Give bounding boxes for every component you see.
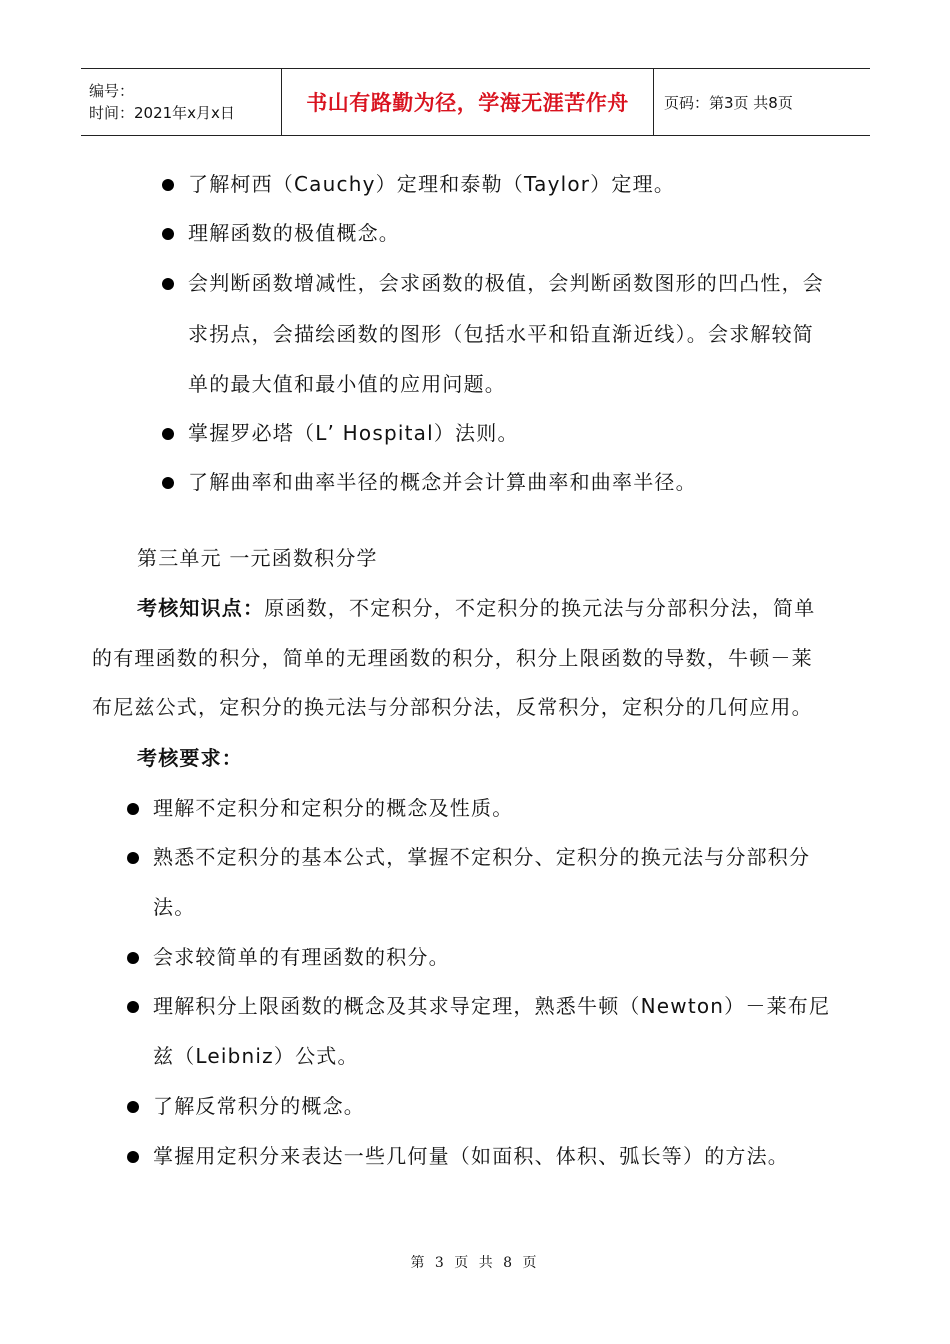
knowledge-text: 原函数，不定积分，不定积分的换元法与分部积分法，简单	[264, 596, 816, 620]
bullet-dot	[127, 1001, 139, 1013]
list-item: 了解柯西（Cauchy）定理和泰勒（Taylor）定理。	[188, 172, 676, 196]
header-page-cell	[654, 69, 870, 135]
motto-text: 书山有路勤为径，学海无涯苦作舟	[306, 91, 629, 115]
list-item: 理解函数的极值概念。	[188, 221, 400, 245]
list-item: 理解不定积分和定积分的概念及性质。	[153, 796, 514, 820]
header-meta-cell	[81, 69, 282, 135]
knowledge-label: 考核知识点：	[137, 596, 265, 620]
list-item: 熟悉不定积分的基本公式，掌握不定积分、定积分的换元法与分部积分	[153, 845, 811, 869]
number-label: 编号：	[89, 82, 135, 100]
bullet-dot	[127, 852, 139, 864]
list-item: 掌握罗必塔（L’ Hospital）法则。	[188, 421, 519, 445]
bullet-dot	[162, 428, 174, 440]
knowledge-paragraph-line: 布尼兹公式，定积分的换元法与分部积分法，反常积分，定积分的几何应用。	[92, 695, 813, 719]
list-item: 了解反常积分的概念。	[153, 1094, 365, 1118]
list-item: 理解积分上限函数的概念及其求导定理，熟悉牛顿（Newton）－莱布尼	[153, 994, 831, 1018]
section-title: 第三单元 一元函数积分学	[137, 546, 378, 570]
knowledge-paragraph-line	[137, 594, 815, 622]
list-item: 会判断函数增减性，会求函数的极值，会判断函数图形的凹凸性，会	[188, 271, 824, 295]
list-item-continuation: 单的最大值和最小值的应用问题。	[188, 372, 506, 396]
header-motto-cell	[282, 69, 654, 135]
bullet-dot	[127, 1151, 139, 1163]
time-label: 时间：2021年x月x日	[89, 104, 235, 122]
bullet-dot	[162, 179, 174, 191]
bullet-dot	[162, 477, 174, 489]
list-item: 会求较简单的有理函数的积分。	[153, 945, 450, 969]
bullet-dot	[162, 228, 174, 240]
knowledge-paragraph-line: 的有理函数的积分，简单的无理函数的积分，积分上限函数的导数，牛顿－莱	[92, 646, 813, 670]
bullet-dot	[162, 278, 174, 290]
page-footer: 第 3 页 共 8 页	[410, 1255, 540, 1271]
list-item-continuation: 法。	[153, 895, 196, 919]
document-header	[81, 68, 870, 136]
list-item: 掌握用定积分来表达一些几何量（如面积、体积、弧长等）的方法。	[153, 1144, 789, 1168]
list-item-continuation: 求拐点，会描绘函数的图形（包括水平和铅直渐近线）。会求解较简	[188, 322, 814, 346]
bullet-dot	[127, 803, 139, 815]
bullet-dot	[127, 952, 139, 964]
page-label: 页码：第3页 共8页	[664, 93, 793, 112]
bullet-dot	[127, 1101, 139, 1113]
list-item: 了解曲率和曲率半径的概念并会计算曲率和曲率半径。	[188, 470, 697, 494]
list-item-continuation: 兹（Leibniz）公式。	[153, 1044, 359, 1068]
requirements-label: 考核要求：	[137, 746, 243, 770]
